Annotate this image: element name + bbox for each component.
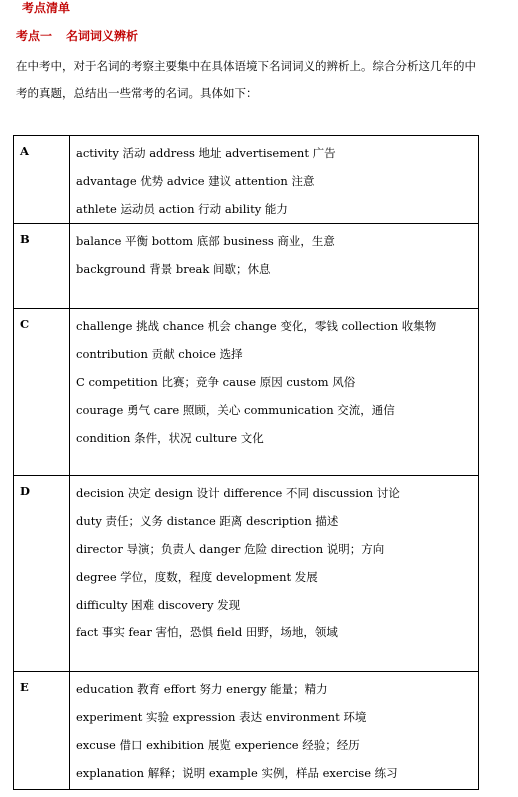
noun-table: [13, 135, 479, 790]
intro-paragraph: [16, 53, 516, 107]
word-line: degree 学位，度数，程度 development 发展: [76, 569, 318, 584]
word-line: difficulty 困难 discovery 发现: [76, 597, 241, 612]
word-line: excuse 借口 exhibition 展览 experience 经验；经历: [76, 737, 360, 752]
row-words: [70, 309, 479, 476]
word-line: contribution 贡献 choice 选择: [76, 347, 243, 362]
word-line: C competition 比赛；竞争 cause 原因 custom 风俗: [76, 374, 356, 389]
word-line: balance 平衡 bottom 底部 business 商业，生意: [76, 234, 335, 249]
word-line: challenge 挑战 chance 机会 change 变化，零钱 collection 收集物: [76, 319, 437, 334]
word-line: duty 责任；义务 distance 距离 description 描述: [76, 514, 339, 529]
row-letter: E: [14, 672, 70, 790]
word-line: activity 活动 address 地址 advertisement 广告: [76, 146, 336, 160]
row-words: [70, 476, 479, 672]
word-line: advantage 优势 advice 建议 attention 注意: [76, 173, 315, 188]
row-words: [70, 672, 479, 790]
word-line: fact 事实 fear 害怕，恐惧 field 田野，场地，领域: [76, 625, 338, 640]
word-line: background 背景 break 间歇；休息: [76, 262, 271, 277]
word-line: director 导演；负责人 danger 危险 direction 说明；方向: [76, 541, 385, 556]
word-line: athlete 运动员 action 行动 ability 能力: [76, 201, 288, 216]
table-row-b: [14, 224, 479, 309]
intro-line: 考的真题，总结出一些常考的名词。具体如下：: [16, 86, 258, 100]
topic-label: 考点一: [16, 29, 53, 43]
word-line: courage 勇气 care 照顾，关心 communication 交流，通信: [76, 402, 395, 417]
row-words: [70, 136, 479, 224]
table-row-c: [14, 309, 479, 476]
table-row-a: [14, 136, 479, 224]
section-heading: 考点清单: [22, 1, 71, 15]
row-letter: B: [14, 224, 70, 309]
word-line: condition 条件，状况 culture 文化: [76, 430, 264, 445]
table-row-d: [14, 476, 479, 672]
intro-line: 在中考中，对于名词的考察主要集中在具体语境下名词词义的辨析上。综合分析这几年的中: [16, 59, 476, 73]
topic-heading: [16, 28, 138, 44]
row-letter: D: [14, 476, 70, 672]
row-letter: C: [14, 309, 70, 476]
row-words: [70, 224, 479, 309]
word-line: experiment 实验 expression 表达 environment 环境: [76, 710, 367, 725]
topic-title: 名词词义辨析: [66, 29, 139, 43]
table-row-e: [14, 672, 479, 790]
word-line: education 教育 effort 努力 energy 能量；精力: [76, 682, 328, 697]
word-line: explanation 解释；说明 example 实例，样品 exercise 练习: [76, 765, 398, 780]
row-letter: A: [14, 136, 70, 224]
word-line: decision 决定 design 设计 difference 不同 discussion 讨论: [76, 486, 400, 501]
